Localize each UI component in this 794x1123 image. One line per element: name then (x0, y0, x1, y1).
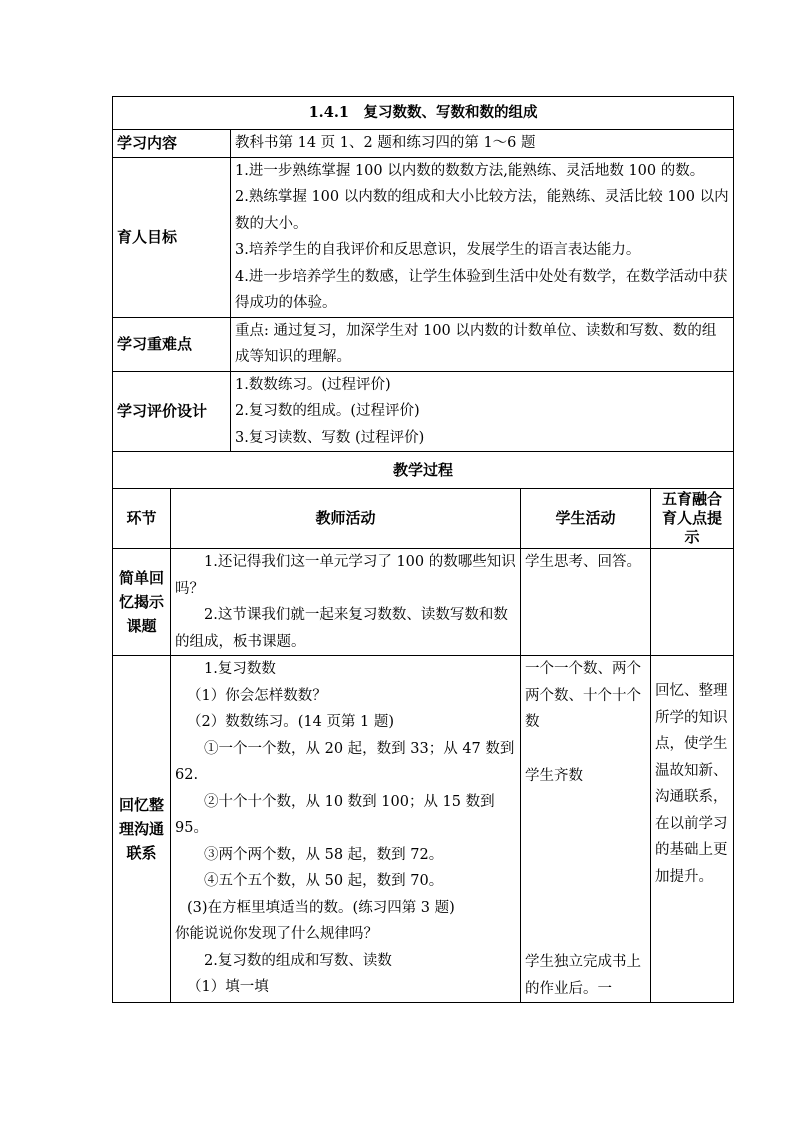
stage1-student: 学生思考、回答。 (521, 549, 651, 656)
teacher-line: ②十个十个数，从 10 数到 100；从 15 数到 95。 (175, 793, 495, 836)
lesson-title: 1.4.1 复习数数、写数和数的组成 (113, 97, 734, 130)
stage2-fusion: 回忆、整理所学的知识点，使学生温故知新、沟通联系，在以前学习的基础上更加提升。 (651, 656, 734, 1003)
student-line: 一个一个数、两个两个数、十个十个数 (525, 661, 641, 730)
teacher-line: 1.还记得我们这一单元学习了 100 的数哪些知识吗？ (175, 554, 516, 597)
student-line: 学生独立完成书上的作业后。一 (525, 954, 641, 997)
teacher-line: 1.复习数数 (204, 661, 276, 677)
lesson-plan-document (112, 96, 733, 1003)
key-points-label: 学习重难点 (113, 317, 231, 371)
spacer (525, 736, 646, 763)
teacher-line: ③两个两个数，从 58 起，数到 72。 (204, 846, 444, 863)
teacher-line: 2.这节课我们就一起来复习数数、读数写数和数的组成，板书课题。 (175, 607, 508, 650)
teacher-line: 你能说说你发现了什么规律吗？ (175, 926, 378, 942)
goal-item: 4.进一步培养学生的数感，让学生体验到生活中处处有数学，在数学活动中获得成功的体验。 (235, 268, 728, 311)
spacer (525, 789, 646, 949)
stage1-fusion (651, 549, 734, 656)
teacher-line: （1）填一填 (187, 979, 269, 995)
stage2-student (521, 656, 651, 1003)
stage2-teacher (171, 656, 521, 1003)
evaluation-label: 学习评价设计 (113, 371, 231, 452)
teacher-line: （2）数数练习。(14 页第 1 题) (187, 714, 395, 730)
goals-list (231, 157, 734, 317)
header-fusion: 五育融合育人点提示 (651, 489, 734, 549)
process-title: 教学过程 (113, 452, 734, 489)
evaluation-list (231, 371, 734, 452)
evaluation-item: 1.数数练习。(过程评价) (235, 376, 391, 393)
goals-label: 育人目标 (113, 157, 231, 317)
student-line: 学生齐数 (525, 767, 583, 784)
stage1-teacher (171, 549, 521, 656)
goal-item: 3.培养学生的自我评价和反思意识，发展学生的语言表达能力。 (235, 242, 641, 258)
goal-item: 2.熟练掌握 100 以内数的组成和大小比较方法，能熟练、灵活比较 100 以内数的大小。 (235, 189, 729, 232)
learning-content-label: 学习内容 (113, 130, 231, 158)
header-student: 学生活动 (521, 489, 651, 549)
evaluation-item: 2.复习数的组成。(过程评价) (235, 403, 420, 419)
goal-item: 1.进一步熟练掌握 100 以内数的数数方法,能熟练、灵活地数 100 的数。 (235, 162, 705, 179)
learning-content-value: 教科书第 14 页 1、2 题和练习四的第 1～6 题 (231, 130, 734, 158)
lesson-plan-table (112, 96, 734, 1003)
stage1-name: 简单回忆揭示课题 (113, 549, 171, 656)
evaluation-item: 3.复习读数、写数 (过程评价) (235, 429, 425, 446)
teacher-line: 2.复习数的组成和写数、读数 (204, 952, 392, 969)
stage2-name: 回忆整理沟通联系 (113, 656, 171, 1003)
header-stage: 环节 (113, 489, 171, 549)
teacher-line: （1）你会怎样数数？ (187, 687, 327, 704)
teacher-line: (3)在方框里填适当的数。(练习四第 3 题) (187, 899, 455, 916)
teacher-line: ①一个一个数，从 20 起，数到 33；从 47 数到 62. (175, 740, 515, 783)
key-points-value: 重点: 通过复习，加深学生对 100 以内数的计数单位、读数和写数、数的组成等知识的理解。 (231, 317, 734, 371)
teacher-line: ④五个五个数，从 50 起，数到 70。 (204, 873, 444, 889)
header-teacher: 教师活动 (171, 489, 521, 549)
